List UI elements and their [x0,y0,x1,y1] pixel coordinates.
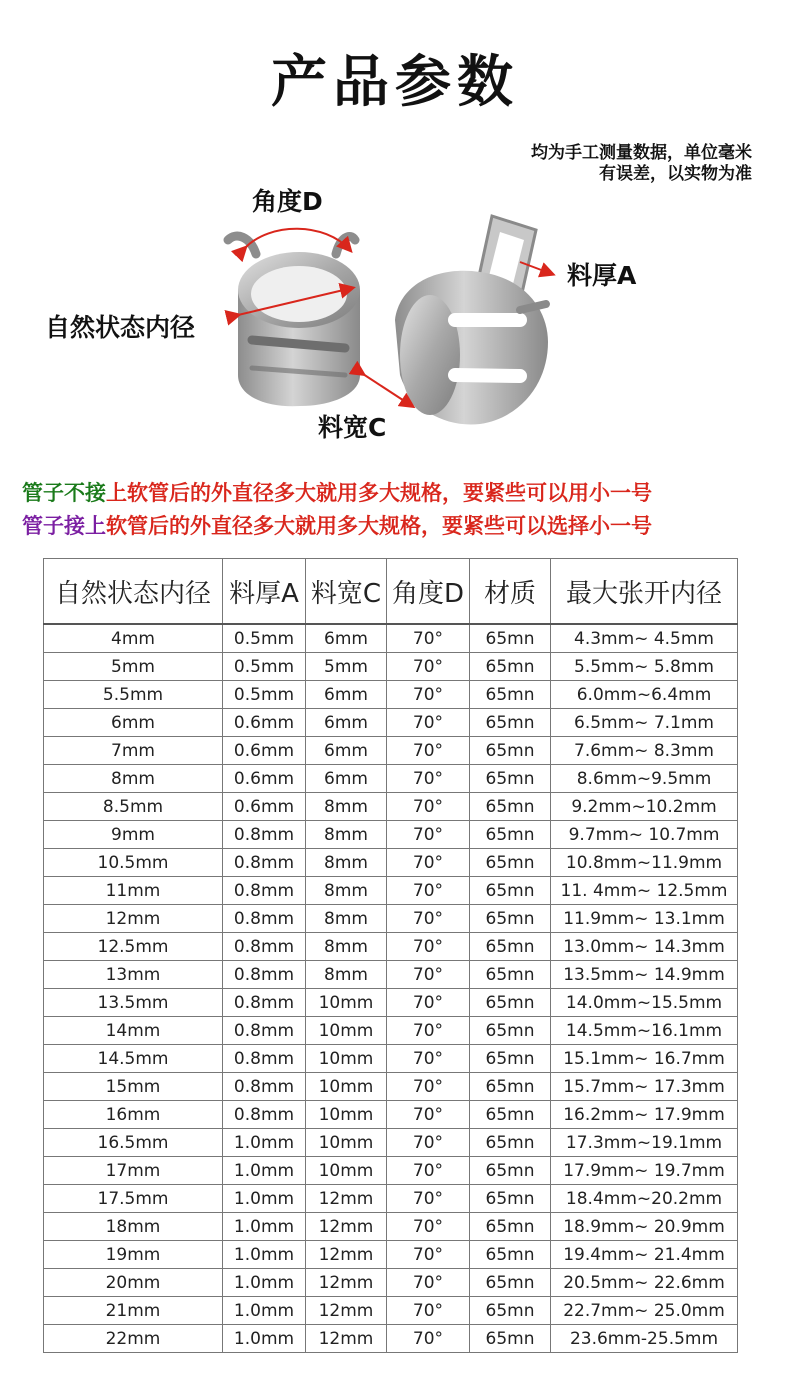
table-cell: 65mn [470,1045,551,1073]
table-cell: 0.8mm [223,961,306,989]
table-cell: 0.8mm [223,1045,306,1073]
table-cell: 70° [387,905,470,933]
table-cell: 18mm [44,1213,223,1241]
table-cell: 14.5mm~16.1mm [551,1017,738,1045]
table-row [44,709,738,737]
table-cell: 6mm [306,709,387,737]
rule-1-prefix: 管子不接 [22,481,106,505]
table-cell: 13.5mm [44,989,223,1017]
table-cell: 14mm [44,1017,223,1045]
table-header-row [44,559,738,625]
table-row [44,793,738,821]
table-cell: 65mn [470,849,551,877]
table-cell: 6mm [44,709,223,737]
table-cell: 6mm [306,624,387,653]
table-cell: 70° [387,849,470,877]
table-cell: 13.5mm~ 14.9mm [551,961,738,989]
table-cell: 0.5mm [223,653,306,681]
table-cell: 11. 4mm~ 12.5mm [551,877,738,905]
table-cell: 19mm [44,1241,223,1269]
table-cell: 65mn [470,653,551,681]
table-cell: 65mn [470,821,551,849]
table-cell: 1.0mm [223,1129,306,1157]
table-cell: 11.9mm~ 13.1mm [551,905,738,933]
table-row [44,905,738,933]
table-row [44,877,738,905]
table-cell: 15mm [44,1073,223,1101]
table-cell: 65mn [470,961,551,989]
table-cell: 65mn [470,1269,551,1297]
table-cell: 7.6mm~ 8.3mm [551,737,738,765]
table-cell: 12mm [306,1269,387,1297]
table-cell: 70° [387,1045,470,1073]
clamp-left [228,236,360,406]
table-cell: 65mn [470,905,551,933]
table-row [44,681,738,709]
table-row [44,1129,738,1157]
note-line-1: 均为手工测量数据，单位毫米 [531,143,752,163]
table-cell: 10mm [306,1073,387,1101]
table-cell: 8mm [44,765,223,793]
table-cell: 65mn [470,1325,551,1353]
table-cell: 65mn [470,1241,551,1269]
table-cell: 17mm [44,1157,223,1185]
table-cell: 70° [387,737,470,765]
rule-2-text: 软管后的外直径多大就用多大规格，要紧些可以选择小一号 [106,514,652,538]
table-cell: 12.5mm [44,933,223,961]
table-row [44,624,738,653]
table-cell: 13mm [44,961,223,989]
table-row [44,1325,738,1353]
table-cell: 65mn [470,1017,551,1045]
table-cell: 0.8mm [223,1017,306,1045]
table-row [44,1185,738,1213]
table-cell: 70° [387,793,470,821]
table-cell: 19.4mm~ 21.4mm [551,1241,738,1269]
table-cell: 0.8mm [223,933,306,961]
label-thickness: 料厚A [567,261,637,290]
table-cell: 8mm [306,793,387,821]
table-cell: 15.7mm~ 17.3mm [551,1073,738,1101]
table-row [44,1017,738,1045]
table-cell: 9.2mm~10.2mm [551,793,738,821]
table-cell: 23.6mm-25.5mm [551,1325,738,1353]
table-cell: 8mm [306,821,387,849]
table-cell: 65mn [470,877,551,905]
table-cell: 1.0mm [223,1157,306,1185]
table-cell: 65mn [470,1213,551,1241]
table-cell: 6mm [306,737,387,765]
table-cell: 0.5mm [223,624,306,653]
table-cell: 65mn [470,1073,551,1101]
table-cell: 8mm [306,933,387,961]
header-angle: 角度D [387,559,470,625]
table-cell: 1.0mm [223,1269,306,1297]
table-cell: 17.3mm~19.1mm [551,1129,738,1157]
table-cell: 0.8mm [223,989,306,1017]
table-cell: 8.5mm [44,793,223,821]
table-cell: 6mm [306,765,387,793]
table-cell: 21mm [44,1297,223,1325]
rule-line-2 [22,510,652,540]
table-row [44,737,738,765]
table-cell: 8mm [306,961,387,989]
table-cell: 0.6mm [223,765,306,793]
table-cell: 70° [387,1213,470,1241]
table-cell: 65mn [470,1185,551,1213]
header-width: 料宽C [306,559,387,625]
table-cell: 0.8mm [223,877,306,905]
table-cell: 12mm [306,1185,387,1213]
table-row [44,1269,738,1297]
table-row [44,1213,738,1241]
table-cell: 1.0mm [223,1185,306,1213]
table-cell: 4mm [44,624,223,653]
table-cell: 65mn [470,765,551,793]
table-cell: 16.2mm~ 17.9mm [551,1101,738,1129]
table-cell: 1.0mm [223,1325,306,1353]
table-cell: 22mm [44,1325,223,1353]
rule-2-prefix: 管子接上 [22,514,106,538]
table-cell: 0.6mm [223,709,306,737]
table-row [44,1101,738,1129]
table-cell: 0.8mm [223,905,306,933]
table-cell: 1.0mm [223,1241,306,1269]
table-cell: 6.5mm~ 7.1mm [551,709,738,737]
table-row [44,933,738,961]
table-cell: 70° [387,821,470,849]
table-cell: 70° [387,653,470,681]
table-cell: 10mm [306,1045,387,1073]
table-cell: 12mm [306,1325,387,1353]
table-cell: 5mm [44,653,223,681]
table-cell: 0.8mm [223,849,306,877]
table-cell: 10mm [306,989,387,1017]
table-cell: 70° [387,709,470,737]
table-row [44,989,738,1017]
table-cell: 70° [387,1297,470,1325]
table-cell: 70° [387,1269,470,1297]
table-cell: 8mm [306,905,387,933]
table-cell: 10mm [306,1101,387,1129]
table-cell: 65mn [470,989,551,1017]
table-cell: 70° [387,877,470,905]
table-body [44,624,738,1353]
product-figure [0,170,790,460]
table-cell: 10mm [306,1129,387,1157]
table-cell: 5.5mm~ 5.8mm [551,653,738,681]
table-cell: 70° [387,1241,470,1269]
table-cell: 20.5mm~ 22.6mm [551,1269,738,1297]
table-cell: 17.9mm~ 19.7mm [551,1157,738,1185]
rule-line-1 [22,477,652,507]
table-cell: 6mm [306,681,387,709]
table-cell: 18.9mm~ 20.9mm [551,1213,738,1241]
table-cell: 9mm [44,821,223,849]
table-cell: 13.0mm~ 14.3mm [551,933,738,961]
table-row [44,961,738,989]
table-row [44,1073,738,1101]
spec-table [43,558,738,1353]
rule-1-connector: 上 [106,481,127,505]
table-cell: 14.5mm [44,1045,223,1073]
table-cell: 70° [387,1185,470,1213]
table-cell: 0.8mm [223,821,306,849]
table-row [44,1157,738,1185]
table-row [44,849,738,877]
rule-1-text: 软管后的外直径多大就用多大规格，要紧些可以用小一号 [127,481,652,505]
table-cell: 8.6mm~9.5mm [551,765,738,793]
note-line-2: 有误差，以实物为准 [599,164,752,184]
header-max-open-diameter: 最大张开内径 [551,559,738,625]
table-cell: 12mm [306,1213,387,1241]
table-cell: 10.8mm~11.9mm [551,849,738,877]
table-cell: 0.8mm [223,1073,306,1101]
table-row [44,653,738,681]
table-cell: 0.5mm [223,681,306,709]
table-row [44,1241,738,1269]
table-cell: 16.5mm [44,1129,223,1157]
table-row [44,765,738,793]
table-cell: 70° [387,961,470,989]
header-inner-diameter: 自然状态内径 [44,559,223,625]
label-width: 料宽C [318,413,387,442]
table-cell: 9.7mm~ 10.7mm [551,821,738,849]
table-cell: 70° [387,1101,470,1129]
table-cell: 5.5mm [44,681,223,709]
table-cell: 1.0mm [223,1213,306,1241]
page-title: 产品参数 [271,50,519,115]
table-row [44,1045,738,1073]
table-cell: 70° [387,989,470,1017]
table-cell: 10.5mm [44,849,223,877]
table-cell: 65mn [470,1297,551,1325]
table-cell: 0.8mm [223,1101,306,1129]
label-angle: 角度D [252,187,323,216]
table-cell: 4.3mm~ 4.5mm [551,624,738,653]
table-cell: 65mn [470,624,551,653]
table-cell: 65mn [470,709,551,737]
table-cell: 12mm [44,905,223,933]
table-row [44,1297,738,1325]
clamp-right [395,216,548,425]
table-cell: 70° [387,1129,470,1157]
table-cell: 0.6mm [223,737,306,765]
table-cell: 70° [387,765,470,793]
table-cell: 8mm [306,849,387,877]
table-cell: 10mm [306,1157,387,1185]
table-cell: 22.7mm~ 25.0mm [551,1297,738,1325]
header-thickness: 料厚A [223,559,306,625]
table-cell: 65mn [470,793,551,821]
table-cell: 65mn [470,1129,551,1157]
table-cell: 70° [387,1073,470,1101]
table-cell: 65mn [470,933,551,961]
table-cell: 70° [387,1017,470,1045]
table-cell: 70° [387,933,470,961]
table-cell: 70° [387,624,470,653]
table-cell: 65mn [470,1157,551,1185]
table-cell: 14.0mm~15.5mm [551,989,738,1017]
table-cell: 15.1mm~ 16.7mm [551,1045,738,1073]
table-row [44,821,738,849]
table-cell: 70° [387,1325,470,1353]
label-inner-diameter: 自然状态内径 [45,313,196,342]
table-cell: 1.0mm [223,1297,306,1325]
table-cell: 65mn [470,1101,551,1129]
table-cell: 12mm [306,1297,387,1325]
table-cell: 5mm [306,653,387,681]
table-cell: 65mn [470,737,551,765]
table-cell: 0.6mm [223,793,306,821]
table-cell: 18.4mm~20.2mm [551,1185,738,1213]
table-cell: 70° [387,681,470,709]
table-cell: 10mm [306,1017,387,1045]
header-material: 材质 [470,559,551,625]
table-cell: 8mm [306,877,387,905]
table-cell: 6.0mm~6.4mm [551,681,738,709]
table-cell: 17.5mm [44,1185,223,1213]
table-cell: 70° [387,1157,470,1185]
table-cell: 20mm [44,1269,223,1297]
table-cell: 11mm [44,877,223,905]
table-cell: 16mm [44,1101,223,1129]
table-cell: 7mm [44,737,223,765]
table-cell: 12mm [306,1241,387,1269]
table-cell: 65mn [470,681,551,709]
